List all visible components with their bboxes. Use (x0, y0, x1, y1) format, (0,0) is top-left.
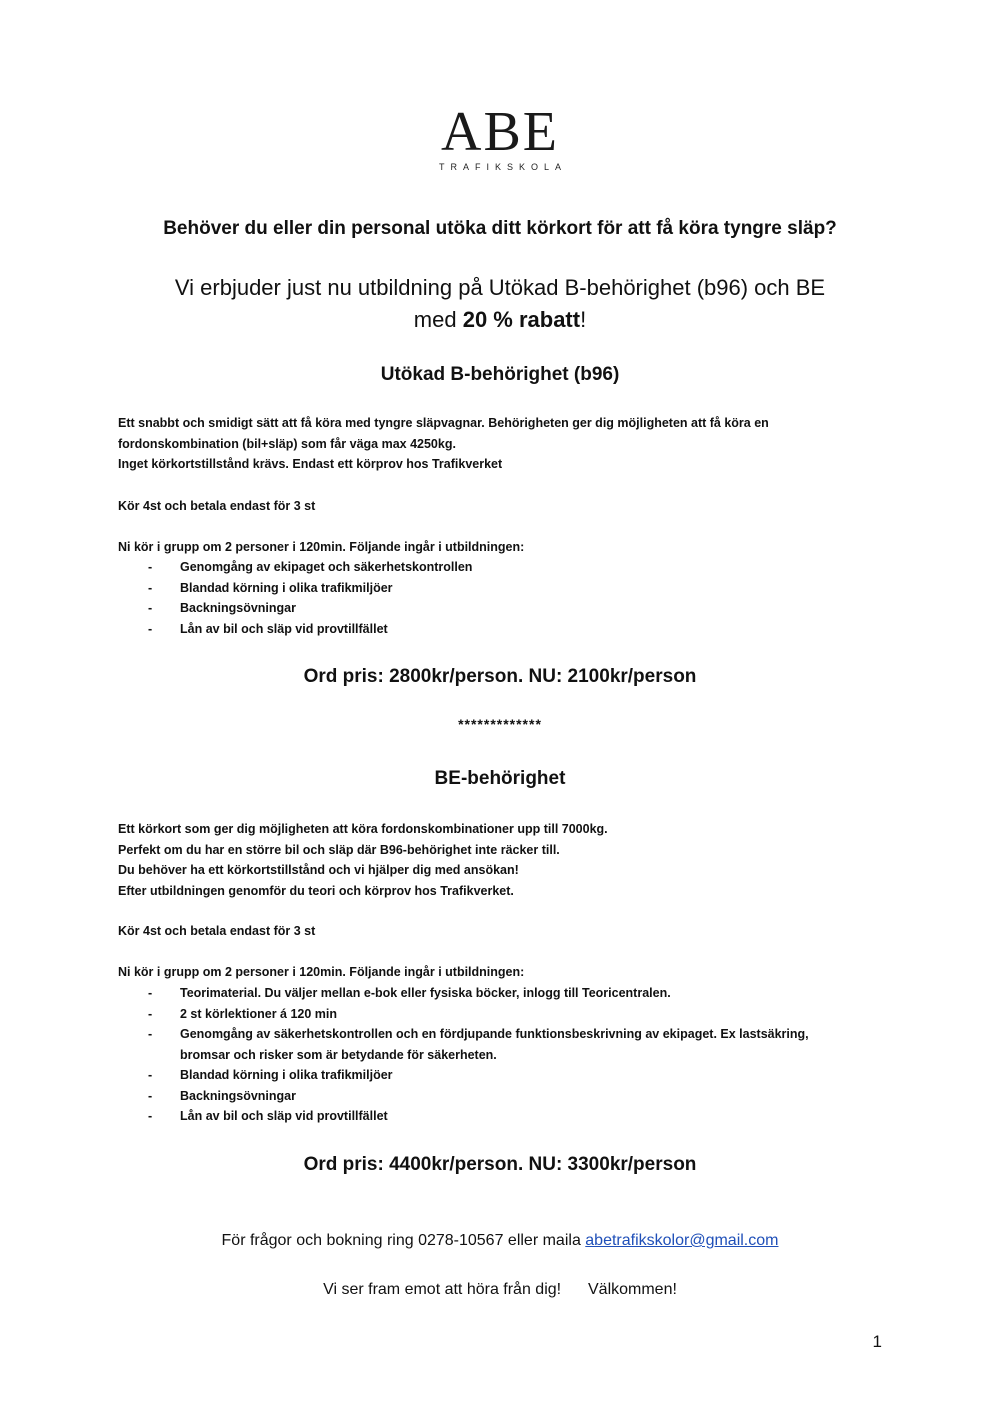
list-item-text: Lån av bil och släp vid provtillfället (180, 1109, 388, 1123)
list-item-text: Teorimaterial. Du väljer mellan e-bok eller fysiska böcker, inlogg till Teoricentralen. (180, 986, 671, 1000)
contact-text: För frågor och bokning ring 0278-10567 eller maila (221, 1232, 586, 1249)
list-item: - Genomgång av säkerhetskontrollen och en fördjupande funktionsbeskrivning av ekipaget. Ex lastsäkring, bromsar och risker som är betydande för säkerheten. (148, 1027, 809, 1062)
offer-line-1: Vi erbjuder just nu utbildning på Utökad B-behörighet (b96) och BE (174, 275, 826, 300)
list-item: - Backningsövningar (148, 601, 296, 615)
list-item: - Lån av bil och släp vid provtillfället (148, 1109, 388, 1123)
b96-included-list (148, 557, 848, 639)
closing-text: Vi ser fram emot att höra från dig! (323, 1281, 562, 1298)
logo-subtitle: TRAFIKSKOLA (438, 162, 567, 172)
b96-intro-line: fordonskombination (bil+släp) som får väga max 4250kg. (118, 436, 456, 451)
list-item: - Teorimaterial. Du väljer mellan e-bok eller fysiska böcker, inlogg till Teoricentralen. (148, 986, 671, 1000)
be-intro-line: Efter utbildningen genomför du teori och körprov hos Trafikverket. (118, 883, 514, 898)
page-number: 1 (872, 1332, 882, 1351)
be-intro-line: Du behöver ha ett körkortstillstånd och vi hjälper dig med ansökan! (118, 863, 519, 877)
list-item-text: Genomgång av ekipaget och säkerhetskontrollen (180, 560, 473, 574)
offer-line-2-pre: med (413, 307, 463, 332)
list-item: - Blandad körning i olika trafikmiljöer (148, 580, 393, 595)
logo-mark: ABE (441, 101, 559, 163)
list-item: - 2 st körlektioner á 120 min (148, 1006, 338, 1021)
abe-logo (0, 101, 1000, 172)
be-intro (118, 819, 888, 901)
closing-line (0, 1281, 1000, 1299)
list-item: - Backningsövningar (148, 1088, 296, 1103)
be-price: Ord pris: 4400kr/person. NU: 3300kr/person (303, 1154, 697, 1175)
b96-price: Ord pris: 2800kr/person. NU: 2100kr/person (303, 666, 697, 687)
b96-intro-line: Inget körkortstillstånd krävs. Endast ett körprov hos Trafikverket (118, 457, 503, 471)
list-item-text: 2 st körlektioner á 120 min (180, 1006, 338, 1021)
list-item-text: Backningsövningar (180, 601, 296, 615)
b96-deal: Kör 4st och betala endast för 3 st (118, 499, 316, 513)
list-item-text: Backningsövningar (180, 1088, 296, 1103)
offer-line-2-post: ! (580, 307, 587, 332)
offer-text (0, 272, 1000, 336)
list-item: - Genomgång av ekipaget och säkerhetskontrollen (148, 560, 473, 574)
list-item: - Lån av bil och släp vid provtillfället (148, 621, 388, 636)
be-included-list (148, 983, 848, 1127)
discount-amount: 20 % rabatt (462, 307, 581, 332)
list-item-text: Blandad körning i olika trafikmiljöer (180, 580, 393, 595)
welcome-text: Välkommen! (588, 1281, 677, 1298)
list-item-text: Lån av bil och släp vid provtillfället (180, 621, 388, 636)
section-separator: ************* (458, 716, 542, 732)
be-intro-line: Ett körkort som ger dig möjligheten att köra fordonskombinationer upp till 7000kg. (118, 822, 608, 836)
headline: Behöver du eller din personal utöka ditt körkort för att få köra tyngre släp? (163, 218, 837, 239)
offer-line-2 (0, 304, 1000, 336)
be-intro-line: Perfekt om du har en större bil och släp där B96-behörighet inte räcker till. (118, 842, 560, 857)
be-deal: Kör 4st och betala endast för 3 st (118, 924, 316, 938)
b96-group-info: Ni kör i grupp om 2 personer i 120min. Följande ingår i utbildningen: (118, 540, 525, 554)
list-item: - Blandad körning i olika trafikmiljöer (148, 1068, 393, 1082)
be-group-info: Ni kör i grupp om 2 personer i 120min. Följande ingår i utbildningen: (118, 965, 525, 979)
b96-section-title: Utökad B-behörighet (b96) (380, 364, 620, 385)
list-item-text: Blandad körning i olika trafikmiljöer (180, 1068, 393, 1082)
be-section-title: BE-behörighet (434, 768, 566, 789)
list-item-text: Genomgång av säkerhetskontrollen och en fördjupande funktionsbeskrivning av ekipaget. Ex lastsäkring, bromsar och risker som är betydande för säkerheten. (180, 1027, 809, 1062)
b96-intro (118, 413, 888, 475)
contact-line (0, 1232, 1000, 1250)
b96-intro-line: Ett snabbt och smidigt sätt att få köra med tyngre släpvagnar. Behörigheten ger dig möjligheten att få köra en (118, 416, 769, 430)
email-link[interactable]: abetrafikskolor@gmail.com (585, 1232, 779, 1249)
